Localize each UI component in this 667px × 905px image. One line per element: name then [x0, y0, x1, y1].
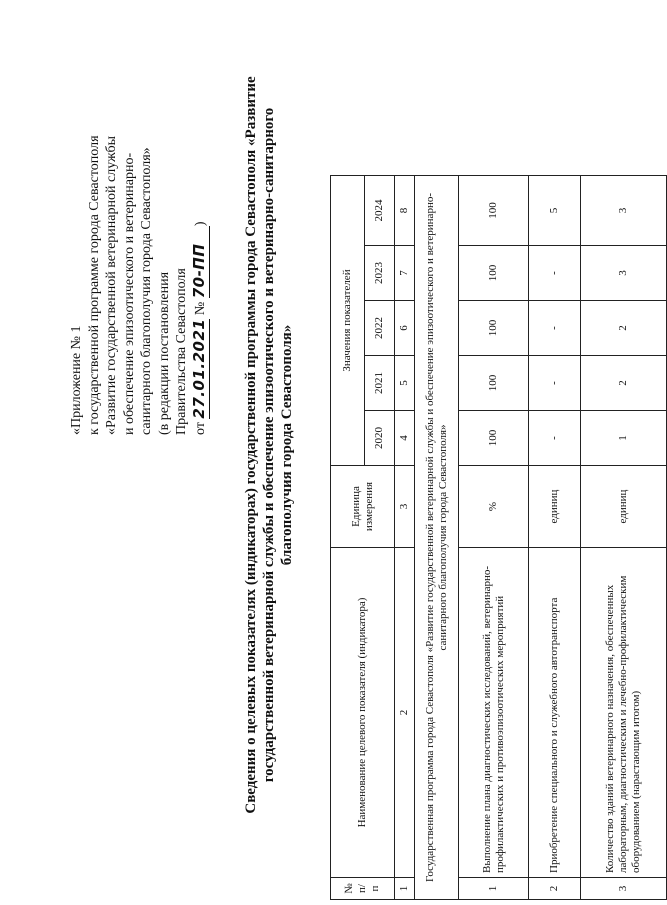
row-value: -	[529, 356, 581, 411]
header-year: 2020	[365, 411, 395, 466]
col-number: 1	[395, 878, 415, 900]
annex-line: (в редакции постановления	[156, 271, 172, 435]
header-row	[331, 176, 365, 900]
row-unit: единиц	[581, 466, 667, 548]
row-value: 100	[459, 176, 529, 246]
header-name: Наименование целевого показателя (индикатора)	[331, 548, 395, 878]
program-title-cell: Государственная программа города Севастополя «Развитие государственной ветеринарной службы и обеспечение эпизоотического и ветеринарно-санитарного благополучия города Севастополя»	[415, 176, 459, 900]
row-num: 2	[529, 878, 581, 900]
closing-paren: )	[192, 221, 208, 227]
from-label: от	[192, 422, 208, 435]
row-value: 5	[529, 176, 581, 246]
handwritten-date: 27.01.2021	[189, 318, 208, 419]
row-value: 3	[581, 176, 667, 246]
row-value: 3	[581, 246, 667, 301]
row-unit: единиц	[529, 466, 581, 548]
annex-line: санитарного благополучия города Севастополя»	[139, 147, 154, 435]
title-line: благополучия города Севастополя»	[279, 324, 295, 566]
row-num: 1	[459, 878, 529, 900]
annex-line: «Приложение № 1	[69, 325, 84, 435]
handwritten-number: 70-ПП	[189, 243, 208, 299]
header-year: 2024	[365, 176, 395, 246]
number-label: №	[192, 301, 208, 316]
row-num: 3	[581, 878, 667, 900]
row-value: 1	[581, 411, 667, 466]
annex-line: «Развитие государственной ветеринарной службы	[104, 135, 119, 435]
col-number: 2	[395, 548, 415, 878]
row-name: Приобретение специального и служебного автотранспорта	[529, 548, 581, 878]
col-number: 8	[395, 176, 415, 246]
row-value: 100	[459, 411, 529, 466]
header-year: 2023	[365, 246, 395, 301]
row-name: Выполнение плана диагностических исследований, ветеринарно-профилактических и противоэпизоотических мероприятий	[459, 548, 529, 878]
row-value: -	[529, 246, 581, 301]
annex-date-line	[191, 15, 211, 435]
row-value: 2	[581, 356, 667, 411]
header-values-group: Значения показателей	[331, 176, 365, 466]
annex-block	[68, 15, 210, 435]
document-title	[242, 45, 296, 845]
annex-line: Правительства Севастополя	[174, 268, 189, 435]
table-row	[581, 176, 667, 900]
row-value: 100	[459, 246, 529, 301]
header-num: № п/п	[331, 878, 395, 900]
annex-line: к государственной программе города Севастополя	[86, 135, 102, 435]
row-value: 100	[459, 356, 529, 411]
row-value: -	[529, 301, 581, 356]
indicators-table	[330, 175, 667, 900]
row-value: 100	[459, 301, 529, 356]
row-name: Количество зданий ветеринарного назначения, обеспеченных лабораторным, диагностическим и лечебно-профилактическим оборудованием (нарастающим итогом)	[581, 548, 667, 878]
row-value: 2	[581, 301, 667, 356]
col-number: 6	[395, 301, 415, 356]
header-year: 2021	[365, 356, 395, 411]
col-number: 4	[395, 411, 415, 466]
row-unit: %	[459, 466, 529, 548]
col-number: 3	[395, 466, 415, 548]
annex-line: и обеспечение эпизоотического и ветеринарно-	[121, 152, 137, 435]
col-number: 7	[395, 246, 415, 301]
table-row	[459, 176, 529, 900]
program-row	[415, 176, 459, 900]
title-line: государственной ветеринарной службы и обеспечение эпизоотического и ветеринарно-санитарного	[261, 107, 277, 783]
header-year: 2022	[365, 301, 395, 356]
row-value: -	[529, 411, 581, 466]
col-number: 5	[395, 356, 415, 411]
header-unit: Единица измерения	[331, 466, 395, 548]
title-line: Сведения о целевых показателях (индикаторах) государственной программы города Севастополя «Развитие	[243, 76, 259, 814]
table-row	[529, 176, 581, 900]
column-numbers-row	[395, 176, 415, 900]
